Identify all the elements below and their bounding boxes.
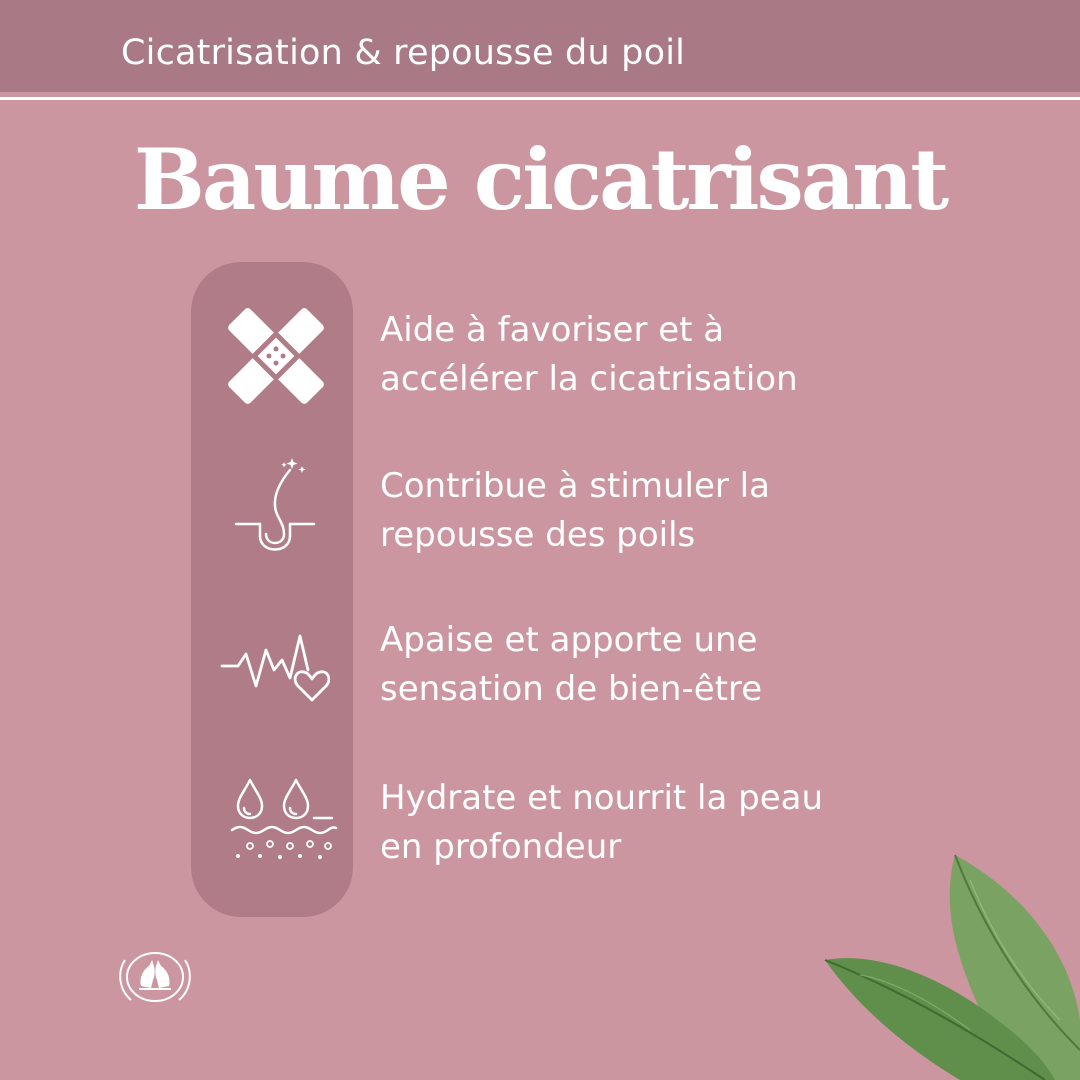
water-drops-skin-icon bbox=[228, 774, 338, 866]
feature-2-line-1: Contribue à stimuler la bbox=[380, 466, 770, 506]
feature-4-line-1: Hydrate et nourrit la peau bbox=[380, 778, 824, 818]
bandage-icon bbox=[228, 308, 324, 404]
header-divider bbox=[0, 97, 1080, 100]
feature-text-2 bbox=[380, 462, 940, 560]
heartbeat-heart-icon bbox=[220, 630, 330, 706]
green-leaf-icon bbox=[820, 850, 1080, 1080]
feature-2-line-2: repousse des poils bbox=[380, 515, 696, 555]
hair-follicle-icon bbox=[232, 456, 318, 566]
feature-1-line-2: accélérer la cicatrisation bbox=[380, 359, 798, 399]
feature-4-line-2: en profondeur bbox=[380, 827, 622, 867]
feature-3-line-2: sensation de bien-être bbox=[380, 669, 763, 709]
feature-3-line-1: Apaise et apporte une bbox=[380, 620, 758, 660]
feature-1-line-1: Aide à favoriser et à bbox=[380, 310, 725, 350]
feature-text-3 bbox=[380, 616, 940, 714]
horses-logo-icon bbox=[119, 946, 191, 1008]
page-title: Baume cicatrisant bbox=[133, 130, 947, 229]
header-category: Cicatrisation & repousse du poil bbox=[121, 33, 686, 73]
feature-text-1 bbox=[380, 306, 940, 404]
